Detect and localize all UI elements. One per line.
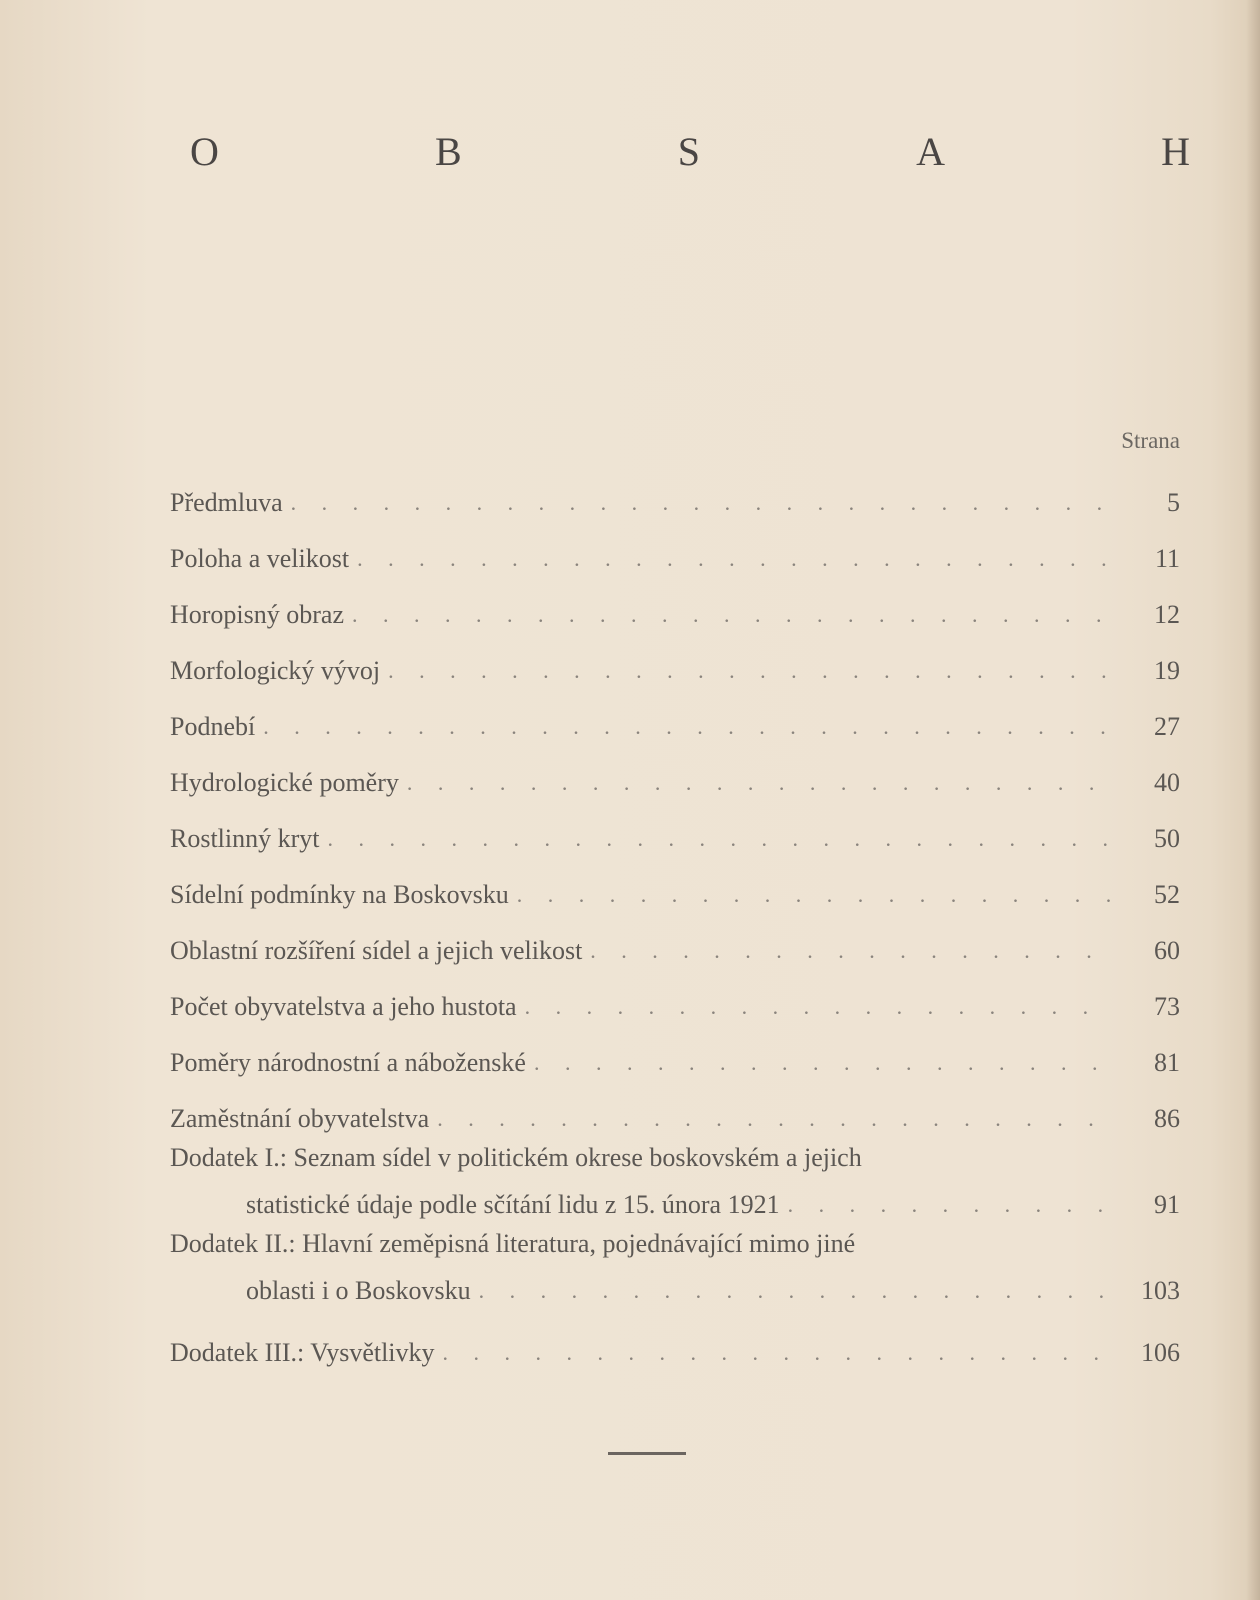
toc-entry-label: Podnebí (170, 712, 256, 741)
dot-leader (517, 882, 1114, 910)
closing-rule (608, 1452, 686, 1455)
toc-entry-page: 81 (1154, 1048, 1180, 1077)
dot-leader (534, 1050, 1114, 1078)
toc-entry (170, 574, 1180, 630)
dot-leader (437, 1106, 1114, 1134)
page-title (190, 122, 1190, 182)
dot-leader (525, 994, 1114, 1022)
dot-leader (388, 658, 1114, 686)
toc-entry-page: 50 (1154, 824, 1180, 853)
dot-leader (443, 1340, 1114, 1368)
toc-entry-continuation (170, 1176, 1180, 1220)
dot-leader (788, 1192, 1114, 1220)
toc-entry-label: Morfologický vývoj (170, 656, 381, 685)
toc-entry-label: Počet obyvatelstva a jeho hustota (170, 992, 517, 1021)
toc-entry-label: Poměry národnostní a náboženské (170, 1048, 526, 1077)
toc-entry (170, 1078, 1180, 1134)
toc-appendix-entry (170, 1226, 1180, 1306)
toc-entry-page: 106 (1141, 1338, 1180, 1367)
toc-entry-label: Dodatek I.: Seznam sídel v politickém okrese boskovském a jejich (170, 1143, 862, 1172)
toc-entry (170, 854, 1180, 910)
title-letter: A (916, 129, 945, 174)
toc-entry (170, 1022, 1180, 1078)
toc-entry-label: Poloha a velikost (170, 544, 350, 573)
toc-entry-page: 73 (1154, 992, 1180, 1021)
toc-entry-label: Hydrologické poměry (170, 768, 399, 797)
title-letter: O (190, 129, 219, 174)
toc-entry (170, 518, 1180, 574)
toc-entry-continuation (170, 1262, 1180, 1306)
title-letter: B (434, 129, 462, 174)
toc-entry-page: 12 (1154, 600, 1180, 629)
toc-entry-label: Oblastní rozšíření sídel a jejich velikost (170, 936, 583, 965)
toc-appendix-entry (170, 1140, 1180, 1220)
toc-entry-page: 60 (1154, 936, 1180, 965)
toc-entry-label: Předmluva (170, 488, 283, 517)
toc-entry-label-continued: oblasti i o Boskovsku (246, 1276, 471, 1305)
toc-entry-page: 91 (1154, 1190, 1180, 1219)
title-letter: H (1161, 129, 1190, 174)
dot-leader (479, 1278, 1114, 1306)
toc-entry (170, 966, 1180, 1022)
toc-entry-page: 52 (1154, 880, 1180, 909)
toc-entry (170, 686, 1180, 742)
toc-entry (170, 630, 1180, 686)
dot-leader (590, 938, 1114, 966)
toc-entry (170, 462, 1180, 518)
toc-entry-page: 103 (1141, 1276, 1180, 1305)
dot-leader (357, 546, 1114, 574)
toc-entry-page: 86 (1154, 1104, 1180, 1133)
toc-entry-label-continued: statistické údaje podle sčítání lidu z 15. února 1921 (246, 1190, 780, 1219)
toc-entry-label: Zaměstnání obyvatelstva (170, 1104, 430, 1133)
toc-entry-label: Dodatek III.: Vysvětlivky (170, 1338, 435, 1367)
toc-entry-label: Sídelní podmínky na Boskovsku (170, 880, 509, 909)
toc-entry (170, 742, 1180, 798)
page-column-header: Strana (1121, 428, 1180, 453)
toc-entry (170, 798, 1180, 854)
toc-entry-label: Rostlinný kryt (170, 824, 320, 853)
toc-entry (170, 1312, 1180, 1368)
toc-entry-page: 11 (1154, 544, 1180, 573)
toc-entry (170, 910, 1180, 966)
toc-entry-page: 19 (1154, 656, 1180, 685)
title-letter: S (677, 129, 701, 174)
toc-entry-page: 5 (1167, 488, 1180, 517)
toc-entry-label: Horopisný obraz (170, 600, 345, 629)
dot-leader (352, 602, 1114, 630)
dot-leader (263, 714, 1114, 742)
toc-entry-page: 40 (1154, 768, 1180, 797)
toc-entry-label: Dodatek II.: Hlavní zeměpisná literatura, pojednávající mimo jiné (170, 1229, 856, 1258)
dot-leader (328, 826, 1114, 854)
toc-entry-page: 27 (1154, 712, 1180, 741)
dot-leader (291, 490, 1114, 518)
dot-leader (407, 770, 1114, 798)
table-of-contents (170, 462, 1180, 1368)
